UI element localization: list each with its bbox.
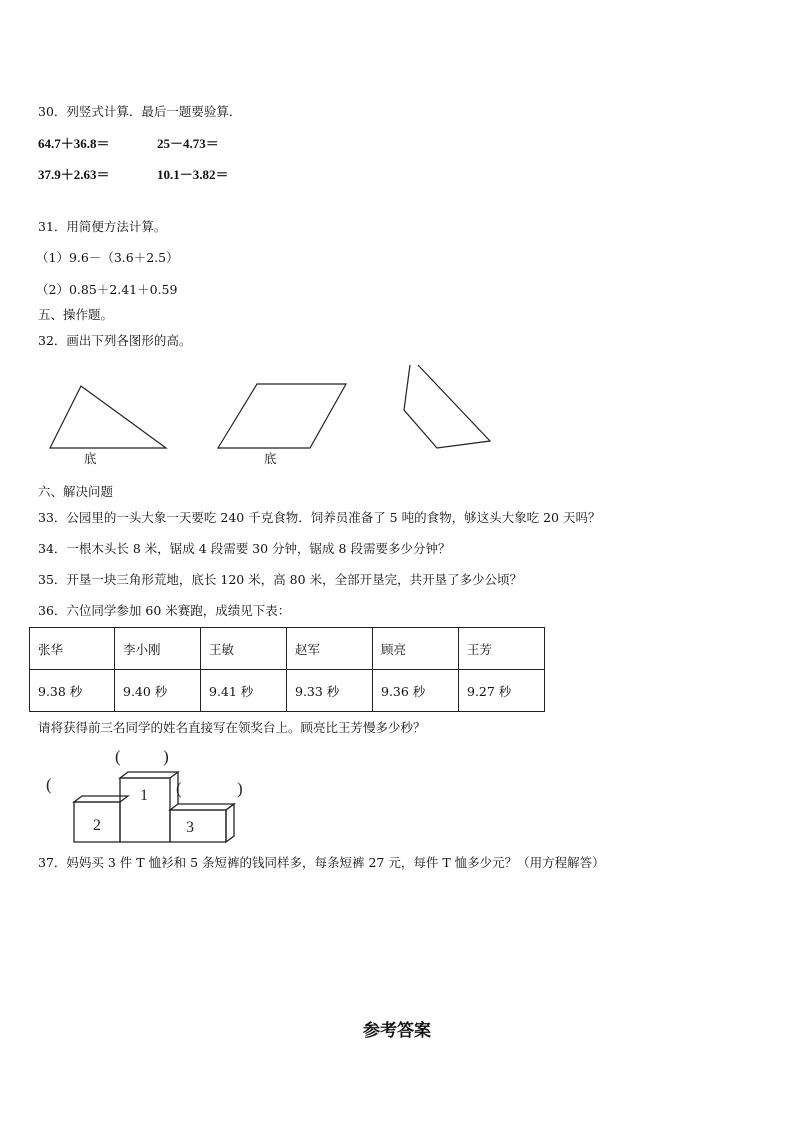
name-cell: 李小刚 <box>115 628 201 670</box>
q34-text: 34．一根木头长 8 米，锯成 4 段需要 30 分钟，锯成 8 段需要多少分钟？ <box>38 541 451 556</box>
q32-figures <box>0 0 794 480</box>
time-cell: 9.27 秒 <box>459 670 545 712</box>
podium-blank-left: ( <box>46 775 52 794</box>
q31-title: 31．用简便方法计算。 <box>38 219 167 234</box>
podium-blank-right: ) <box>237 779 243 798</box>
answer-title: 参考答案 <box>363 1021 431 1041</box>
section-5-heading: 五、操作题。 <box>38 307 114 322</box>
name-cell: 张华 <box>30 628 115 670</box>
q32-title: 32．画出下列各图形的高。 <box>38 333 192 348</box>
name-cell: 赵军 <box>287 628 373 670</box>
time-cell: 9.41 秒 <box>201 670 287 712</box>
time-cell: 9.40 秒 <box>115 670 201 712</box>
time-cell: 9.33 秒 <box>287 670 373 712</box>
parallelogram-base-label: 底 <box>264 451 277 466</box>
section-6-heading: 六、解决问题 <box>38 484 114 499</box>
podium-place-2: 2 <box>93 817 101 834</box>
triangle-figure <box>50 386 166 448</box>
q31-item-1: （1）9.6－（3.6＋2.5） <box>36 250 179 265</box>
q30-expr-2: 25－4.73＝ <box>157 136 219 151</box>
q30-expr-3: 37.9＋2.63＝ <box>38 167 110 182</box>
q36-title: 36．六位同学参加 60 米赛跑，成绩见下表： <box>38 603 291 618</box>
name-cell: 王芳 <box>459 628 545 670</box>
q30-expr-4: 10.1－3.82＝ <box>157 167 229 182</box>
triangle-base-label: 底 <box>84 451 97 466</box>
table-row-names <box>30 628 545 670</box>
q31-item-2: （2）0.85＋2.41＋0.59 <box>36 282 178 297</box>
podium-figure <box>40 746 260 852</box>
time-cell: 9.36 秒 <box>373 670 459 712</box>
time-cell: 9.38 秒 <box>30 670 115 712</box>
podium-place-1: 1 <box>140 787 148 804</box>
q35-text: 35．开垦一块三角形荒地，底长 120 米，高 80 米，全部开垦完，共开垦了多少公顷？ <box>38 572 523 587</box>
score-table <box>29 627 545 712</box>
q36-prompt: 请将获得前三名同学的姓名直接写在领奖台上。顾亮比王芳慢多少秒？ <box>38 720 426 735</box>
podium-blank-top: ( ) <box>115 747 169 766</box>
trapezoid-figure <box>404 365 490 448</box>
q37-text: 37．妈妈买 3 件 T 恤衫和 5 条短裤的钱同样多，每条短裤 27 元，每件 T 恤多少元？（用方程解答） <box>38 855 605 870</box>
name-cell: 顾亮 <box>373 628 459 670</box>
q30-title: 30．列竖式计算．最后一题要验算． <box>38 104 242 119</box>
podium-blank-mid: ( <box>176 779 182 798</box>
q30-expr-1: 64.7＋36.8＝ <box>38 136 110 151</box>
parallelogram-figure <box>218 384 346 448</box>
name-cell: 王敏 <box>201 628 287 670</box>
q33-text: 33．公园里的一头大象一天要吃 240 千克食物．饲养员准备了 5 吨的食物，够这头大象吃 20 天吗？ <box>38 510 601 525</box>
table-row-times <box>30 670 545 712</box>
podium-place-3: 3 <box>186 819 194 836</box>
